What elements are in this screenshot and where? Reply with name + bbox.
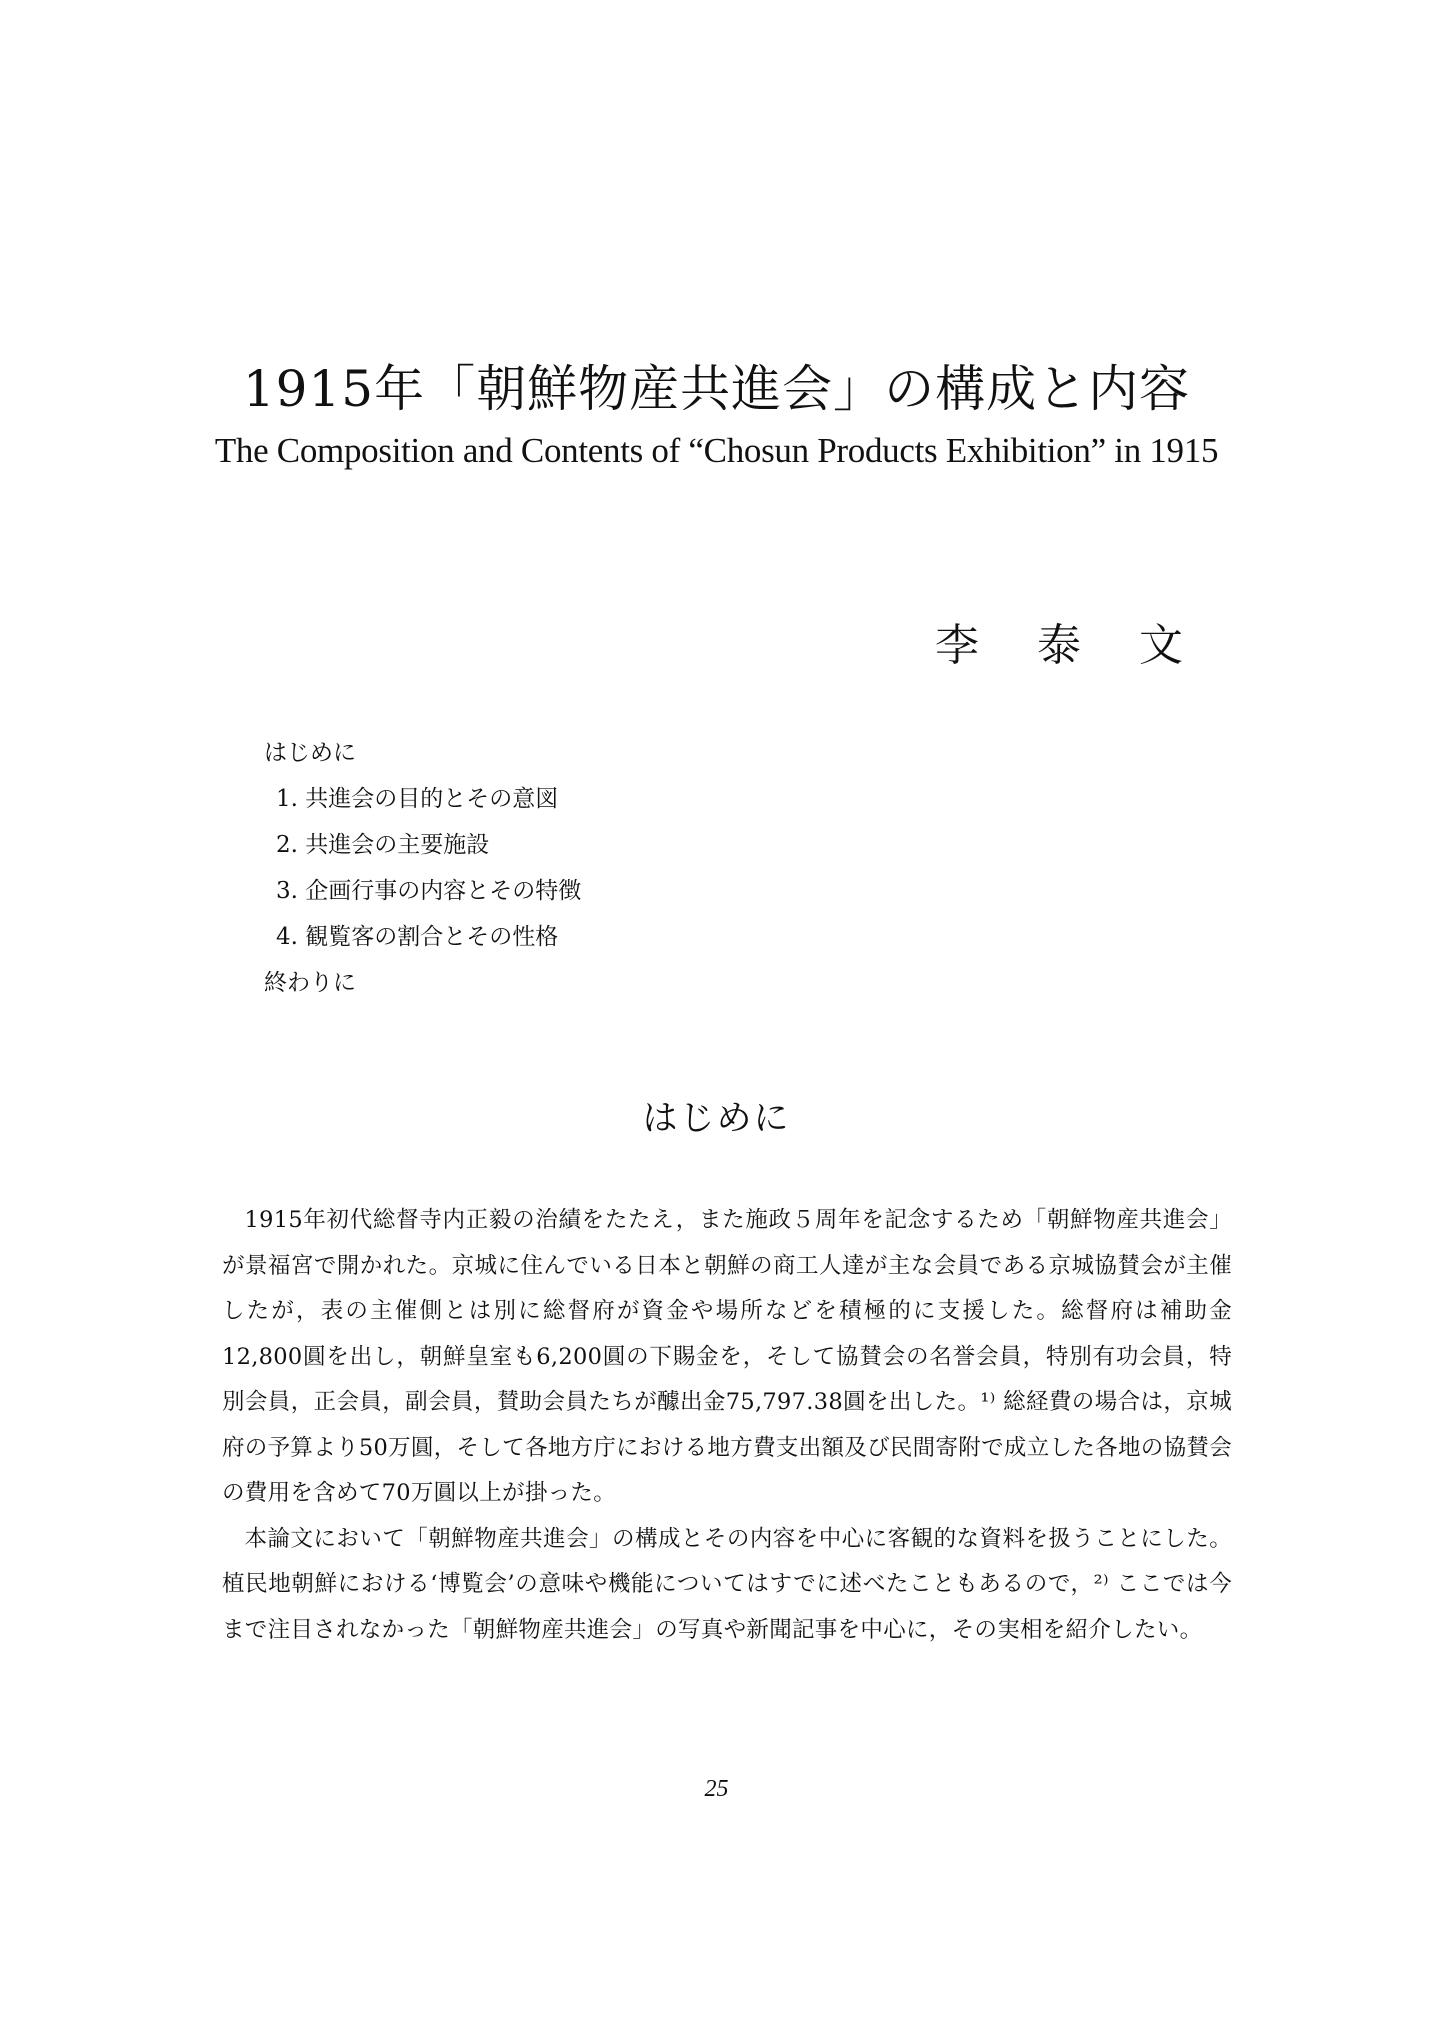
toc-item: 終わりに [264,970,356,996]
author-name: 李 泰 文 [935,620,1205,671]
toc-item: 4. 観覧客の割合とその性格 [276,924,559,950]
toc-item: 3. 企画行事の内容とその特徴 [276,878,582,904]
paragraph: 本論文において「朝鮮物産共進会」の構成とその内容を中心に客観的な資料を扱うことにした。植民地朝鮮における‘博覧会’の意味や機能についてはすでに述べたこともあるので，²⁾ ここでは今まで注目されなかった「朝鮮物産共進会」の写真や新聞記事を中心に，その実相を紹介したい。 [222,1525,1232,1643]
body-text [222,1198,1232,1653]
title-japanese: 1915年「朝鮮物産共進会」の構成と内容 [242,360,1191,418]
toc-item: はじめに [264,740,356,766]
toc-item: 2. 共進会の主要施設 [276,832,490,858]
section-heading: はじめに [642,1099,791,1139]
paragraph: 1915年初代総督寺内正毅の治績をたたえ，また施政５周年を記念するため「朝鮮物産共進会」が景福宮で開かれた。京城に住んでいる日本と朝鮮の商工人達が主な会員である京城協賛会が主催したが，表の主催側とは別に総督府が資金や場所などを積極的に支援した。総督府は補助金12,800圓を出し，朝鮮皇室も6,200圓の下賜金を，そして協賛会の名誉会員，特別有功会員，特別会員，正会員，副会員，賛助会員たちが醵出金75,797.38圓を出した。¹⁾ 総経費の場合は，京城府の予算より50万圓，そして各地方庁における地方費支出額及び民間寄附で成立した各地の協賛会の費用を含めて70万圓以上が掛った。 [222,1207,1232,1506]
table-of-contents [264,730,964,1006]
title-english: The Composition and Contents of “Chosun Products Exhibition” in 1915 [214,431,1219,470]
toc-item: 1. 共進会の目的とその意図 [276,786,559,812]
page-number: 25 [704,1776,729,1802]
